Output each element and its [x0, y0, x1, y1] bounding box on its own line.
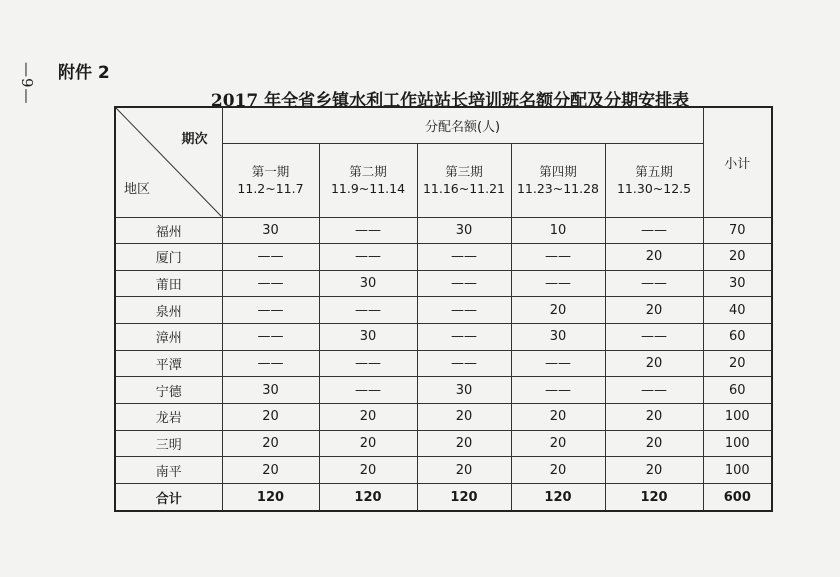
subtotal-cell: 100: [703, 404, 772, 431]
attachment-label: 附件 2: [58, 63, 110, 83]
quota-cell: ——: [417, 297, 511, 324]
document-title: 2017 年全省乡镇水利工作站站长培训班名额分配及分期安排表: [210, 91, 690, 111]
quota-cell: ——: [511, 377, 605, 404]
region-cell: 龙岩: [115, 404, 222, 431]
quota-cell: 20: [222, 404, 319, 431]
quota-cell: ——: [319, 217, 417, 244]
region-cell: 三明: [115, 430, 222, 457]
quota-cell: ——: [319, 377, 417, 404]
quota-cell: 30: [222, 217, 319, 244]
quota-cell: 30: [319, 324, 417, 351]
table-row: [115, 457, 772, 484]
quota-cell: 30: [222, 377, 319, 404]
table-row: [115, 297, 772, 324]
region-cell: 平潭: [115, 350, 222, 377]
period-header-2: [319, 143, 417, 217]
table-row: [115, 244, 772, 271]
corner-diagonal: [116, 108, 222, 217]
total-row: [115, 484, 772, 511]
quota-cell: 30: [417, 217, 511, 244]
period-header-1: [222, 143, 319, 217]
quota-cell: ——: [511, 244, 605, 271]
quota-cell: 20: [319, 430, 417, 457]
quota-cell: 20: [605, 404, 703, 431]
quota-cell: ——: [222, 297, 319, 324]
region-cell: 漳州: [115, 324, 222, 351]
table-row: [115, 377, 772, 404]
quota-cell: 20: [605, 244, 703, 271]
total-label: 合计: [115, 484, 222, 511]
quota-cell: ——: [417, 350, 511, 377]
quota-cell: 30: [511, 324, 605, 351]
allocation-group-header: 分配名额(人): [222, 107, 703, 143]
period-name: 第三期: [445, 164, 483, 179]
quota-cell: ——: [222, 324, 319, 351]
quota-cell: 20: [222, 457, 319, 484]
subtotal-cell: 20: [703, 244, 772, 271]
region-cell: 泉州: [115, 297, 222, 324]
total-cell: 120: [417, 484, 511, 511]
subtotal-cell: 20: [703, 350, 772, 377]
region-cell: 南平: [115, 457, 222, 484]
region-cell: 莆田: [115, 270, 222, 297]
grand-total-cell: 600: [703, 484, 772, 511]
quota-cell: ——: [511, 350, 605, 377]
region-cell: 福州: [115, 217, 222, 244]
quota-cell: 20: [511, 404, 605, 431]
table-row: [115, 404, 772, 431]
quota-cell: 20: [319, 404, 417, 431]
quota-cell: 30: [319, 270, 417, 297]
quota-cell: ——: [319, 244, 417, 271]
period-name: 第五期: [635, 164, 673, 179]
quota-cell: ——: [417, 270, 511, 297]
quota-cell: ——: [222, 350, 319, 377]
region-cell: 宁德: [115, 377, 222, 404]
quota-cell: 20: [222, 430, 319, 457]
period-dates: 11.23~11.28: [516, 181, 600, 196]
period-dates: 11.30~12.5: [616, 181, 692, 196]
quota-cell: 20: [511, 457, 605, 484]
quota-cell: 20: [417, 430, 511, 457]
period-header-3: [417, 143, 511, 217]
subtotal-cell: 60: [703, 377, 772, 404]
quota-cell: 10: [511, 217, 605, 244]
total-cell: 120: [319, 484, 417, 511]
period-dates: 11.16~11.21: [422, 181, 506, 196]
subtotal-header: 小计: [703, 107, 772, 217]
quota-cell: ——: [319, 297, 417, 324]
quota-cell: ——: [222, 244, 319, 271]
quota-cell: 20: [605, 297, 703, 324]
quota-cell: 20: [417, 404, 511, 431]
quota-cell: ——: [417, 244, 511, 271]
subtotal-cell: 70: [703, 217, 772, 244]
quota-cell: 20: [417, 457, 511, 484]
total-cell: 120: [511, 484, 605, 511]
subtotal-cell: 40: [703, 297, 772, 324]
period-dates: 11.2~11.7: [237, 181, 304, 196]
quota-cell: 20: [511, 430, 605, 457]
total-cell: 120: [605, 484, 703, 511]
quota-cell: ——: [417, 324, 511, 351]
corner-period-label: 期次: [181, 132, 208, 147]
period-name: 第四期: [539, 164, 577, 179]
period-header-5: [605, 143, 703, 217]
quota-cell: ——: [605, 377, 703, 404]
quota-cell: ——: [605, 217, 703, 244]
quota-cell: 20: [605, 430, 703, 457]
page-number: —9—: [18, 62, 36, 105]
table-row: [115, 324, 772, 351]
total-cell: 120: [222, 484, 319, 511]
table-row: [115, 350, 772, 377]
table-row: [115, 430, 772, 457]
region-cell: 厦门: [115, 244, 222, 271]
period-header-4: [511, 143, 605, 217]
subtotal-cell: 30: [703, 270, 772, 297]
subtotal-cell: 60: [703, 324, 772, 351]
period-name: 第二期: [349, 164, 387, 179]
table-row: [115, 217, 772, 244]
quota-cell: 20: [605, 457, 703, 484]
quota-cell: ——: [605, 270, 703, 297]
quota-cell: 20: [319, 457, 417, 484]
quota-cell: ——: [605, 324, 703, 351]
quota-cell: ——: [511, 270, 605, 297]
quota-cell: ——: [319, 350, 417, 377]
quota-table: [114, 106, 773, 512]
subtotal-cell: 100: [703, 430, 772, 457]
header-corner-cell: [115, 107, 222, 217]
quota-cell: 20: [605, 350, 703, 377]
quota-cell: 30: [417, 377, 511, 404]
period-dates: 11.9~11.14: [330, 181, 406, 196]
quota-table-body: [115, 217, 772, 511]
quota-cell: ——: [222, 270, 319, 297]
period-name: 第一期: [251, 164, 290, 179]
table-row: [115, 270, 772, 297]
subtotal-cell: 100: [703, 457, 772, 484]
quota-cell: 20: [511, 297, 605, 324]
corner-region-label: 地区: [124, 181, 151, 197]
